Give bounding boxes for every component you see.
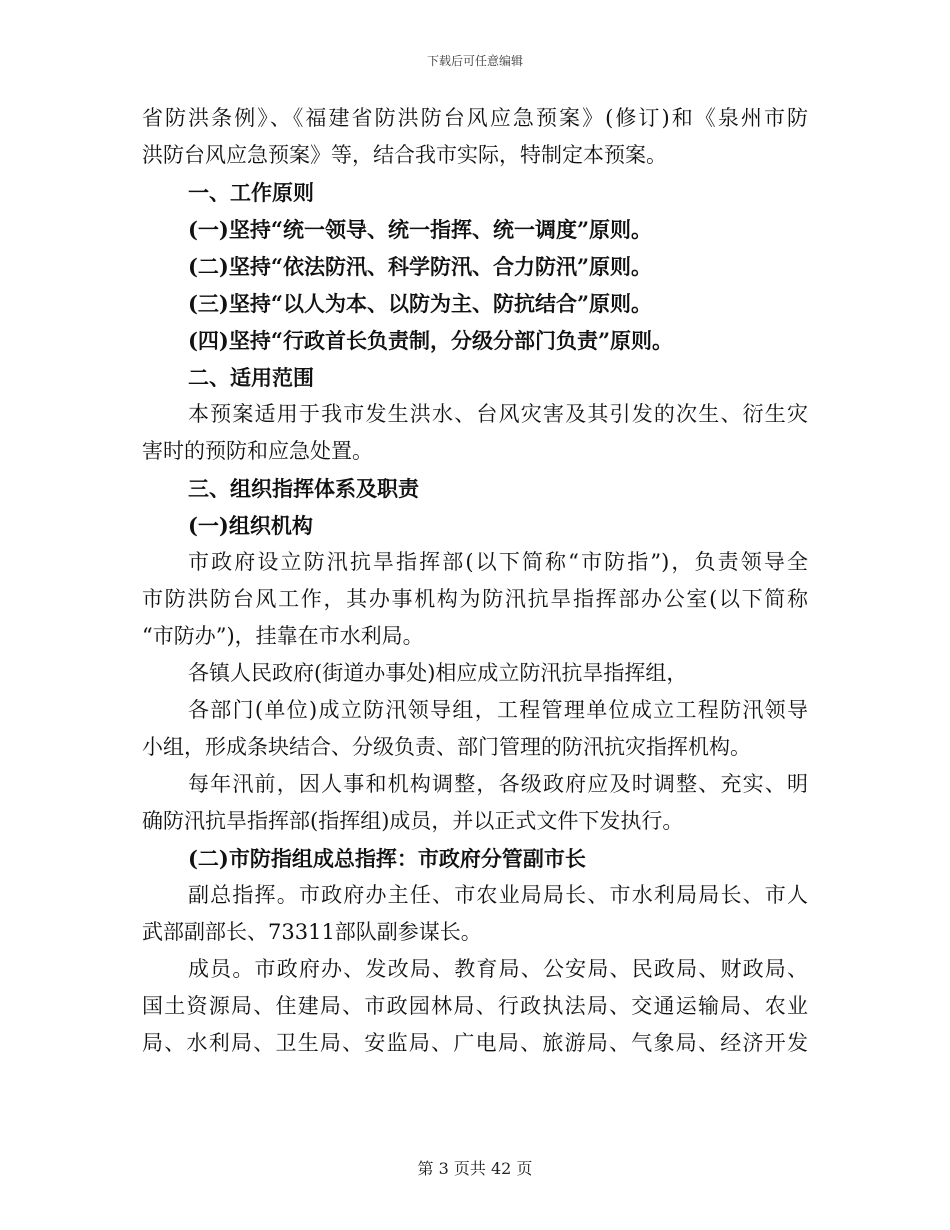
subsection-heading: (一)组织机构 (188, 513, 313, 538)
paragraph-line: 洪防台风应急预案》等，结合我市实际，特制定本预案。 (142, 143, 667, 167)
paragraph-line: 小组，形成条块结合、分级负责、部门管理的防汛抗灾指挥机构。 (142, 735, 751, 759)
section-heading: 三、组织指挥体系及职责 (188, 476, 419, 501)
principle-item: (二)坚持“依法防汛、科学防汛、合力防汛”原则。 (188, 254, 653, 279)
paragraph-line: 市防洪防台风工作，其办事机构为防汛抗旱指挥部办公室(以下简称 (142, 587, 808, 611)
page-header: 下载后可任意编辑 (426, 54, 523, 68)
page-number: 第 3 页共 42 页 (417, 1159, 533, 1178)
principle-item: (一)坚持“统一领导、统一指挥、统一调度”原则。 (188, 217, 653, 242)
paragraph-line: 武部副部长、73311部队副参谋长。 (142, 920, 482, 944)
paragraph-line: 副总指挥。市政府办主任、市农业局局长、市水利局局长、市人 (188, 883, 808, 907)
principle-item: (四)坚持“行政首长负责制，分级分部门负责”原则。 (188, 328, 674, 353)
section-heading: 二、适用范围 (188, 365, 314, 390)
paragraph-line: 国土资源局、住建局、市政园林局、行政执法局、交通运输局、农业 (142, 994, 808, 1018)
paragraph-line: 市政府设立防汛抗旱指挥部(以下简称“市防指”)，负责领导全 (188, 550, 808, 574)
section-heading: 一、工作原则 (188, 180, 314, 205)
document-body (142, 100, 808, 1062)
paragraph-line: 确防汛抗旱指挥部(指挥组)成员，并以正式文件下发执行。 (142, 809, 684, 833)
paragraph-line: 每年汛前，因人事和机构调整，各级政府应及时调整、充实、明 (188, 772, 808, 796)
principle-item: (三)坚持“以人为本、以防为主、防抗结合”原则。 (188, 291, 653, 316)
paragraph-line: 害时的预防和应急处置。 (142, 439, 373, 463)
paragraph-line: 各镇人民政府(街道办事处)相应成立防汛抗旱指挥组， (188, 661, 688, 685)
subsection-heading: (二)市防指组成总指挥：市政府分管副市长 (188, 846, 586, 871)
paragraph-line: 本预案适用于我市发生洪水、台风灾害及其引发的次生、衍生灾 (188, 402, 808, 426)
paragraph-line: 局、水利局、卫生局、安监局、广电局、旅游局、气象局、经济开发 (142, 1031, 808, 1055)
paragraph-line: 各部门(单位)成立防汛领导组，工程管理单位成立工程防汛领导 (188, 698, 808, 722)
paragraph-line: “市防办”)，挂靠在市水利局。 (142, 624, 424, 648)
paragraph-line: 成员。市政府办、发改局、教育局、公安局、民政局、财政局、 (188, 957, 808, 981)
paragraph-line: 省防洪条例》、《福建省防洪防台风应急预案》(修订)和《泉州市防 (142, 106, 808, 130)
